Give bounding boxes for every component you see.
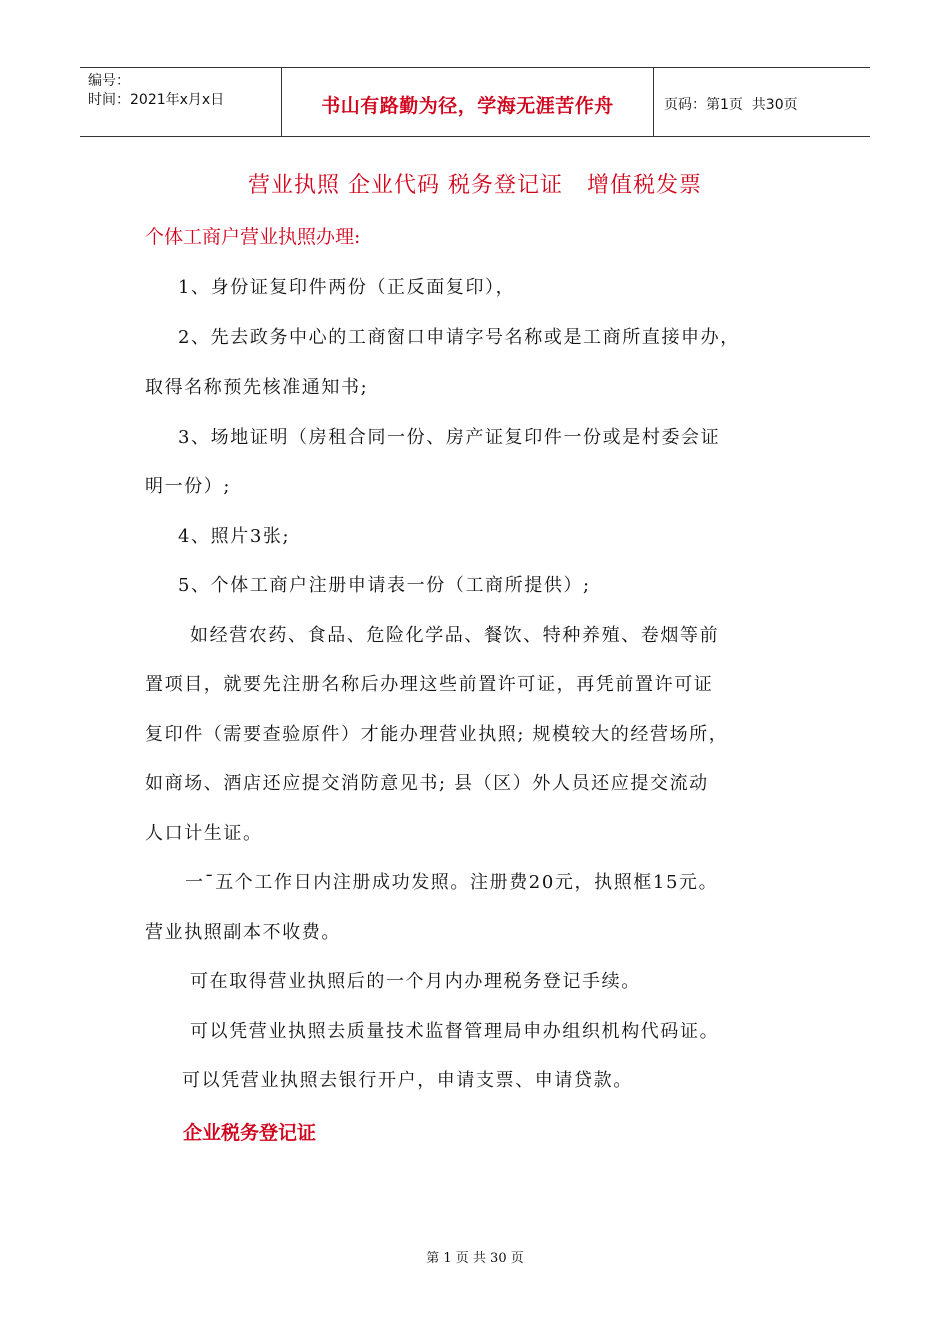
document-header xyxy=(80,67,870,137)
document-title: 营业执照 企业代码 税务登记证 增值税发票 xyxy=(248,173,702,198)
section-heading-tax-registration: 企业税务登记证 xyxy=(183,1122,317,1144)
body-line: 一¯五个工作日内注册成功发照。注册费20元，执照框15元。 xyxy=(185,872,719,893)
body-line: 可以凭营业执照去银行开户，申请支票、申请贷款。 xyxy=(182,1070,633,1091)
body-line: 人口计生证。 xyxy=(145,823,263,844)
body-line: 5、个体工商户注册申请表一份（工商所提供）; xyxy=(178,575,591,596)
header-page-code: 页码：第1页 共30页 xyxy=(664,97,798,113)
header-time-label: 时间：2021年x月x日 xyxy=(88,92,225,108)
header-page-cell xyxy=(654,68,870,136)
page-footer: 第 1 页 共 30 页 xyxy=(426,1251,524,1266)
body-line: 3、场地证明（房租合同一份、房产证复印件一份或是村委会证 xyxy=(178,427,721,448)
header-meta xyxy=(80,68,282,136)
body-line: 复印件（需要查验原件）才能办理营业执照; 规模较大的经营场所， xyxy=(145,724,729,745)
body-line: 明一份）; xyxy=(145,476,232,497)
header-motto: 书山有路勤为径，学海无涯苦作舟 xyxy=(321,94,614,117)
body-line: 置项目，就要先注册名称后办理这些前置许可证，再凭前置许可证 xyxy=(145,674,714,695)
body-line: 2、先去政务中心的工商窗口申请字号名称或是工商所直接申办， xyxy=(178,327,740,348)
body-line: 取得名称预先核准通知书; xyxy=(145,377,369,398)
body-line: 可在取得营业执照后的一个月内办理税务登记手续。 xyxy=(190,971,641,992)
body-line: 可以凭营业执照去质量技术监督管理局申办组织机构代码证。 xyxy=(190,1021,720,1042)
body-line: 如经营农药、食品、危险化学品、餐饮、特种养殖、卷烟等前 xyxy=(190,625,720,646)
body-line: 营业执照副本不收费。 xyxy=(145,922,341,943)
body-line: 如商场、酒店还应提交消防意见书; 县（区）外人员还应提交流动 xyxy=(145,773,709,794)
header-number-label: 编号： xyxy=(88,73,130,89)
section-heading-business-license: 个体工商户营业执照办理: xyxy=(145,226,361,248)
body-line: 4、照片3张; xyxy=(178,526,291,547)
header-motto-cell xyxy=(282,68,654,136)
body-line: 1、身份证复印件两份（正反面复印）， xyxy=(178,277,516,298)
